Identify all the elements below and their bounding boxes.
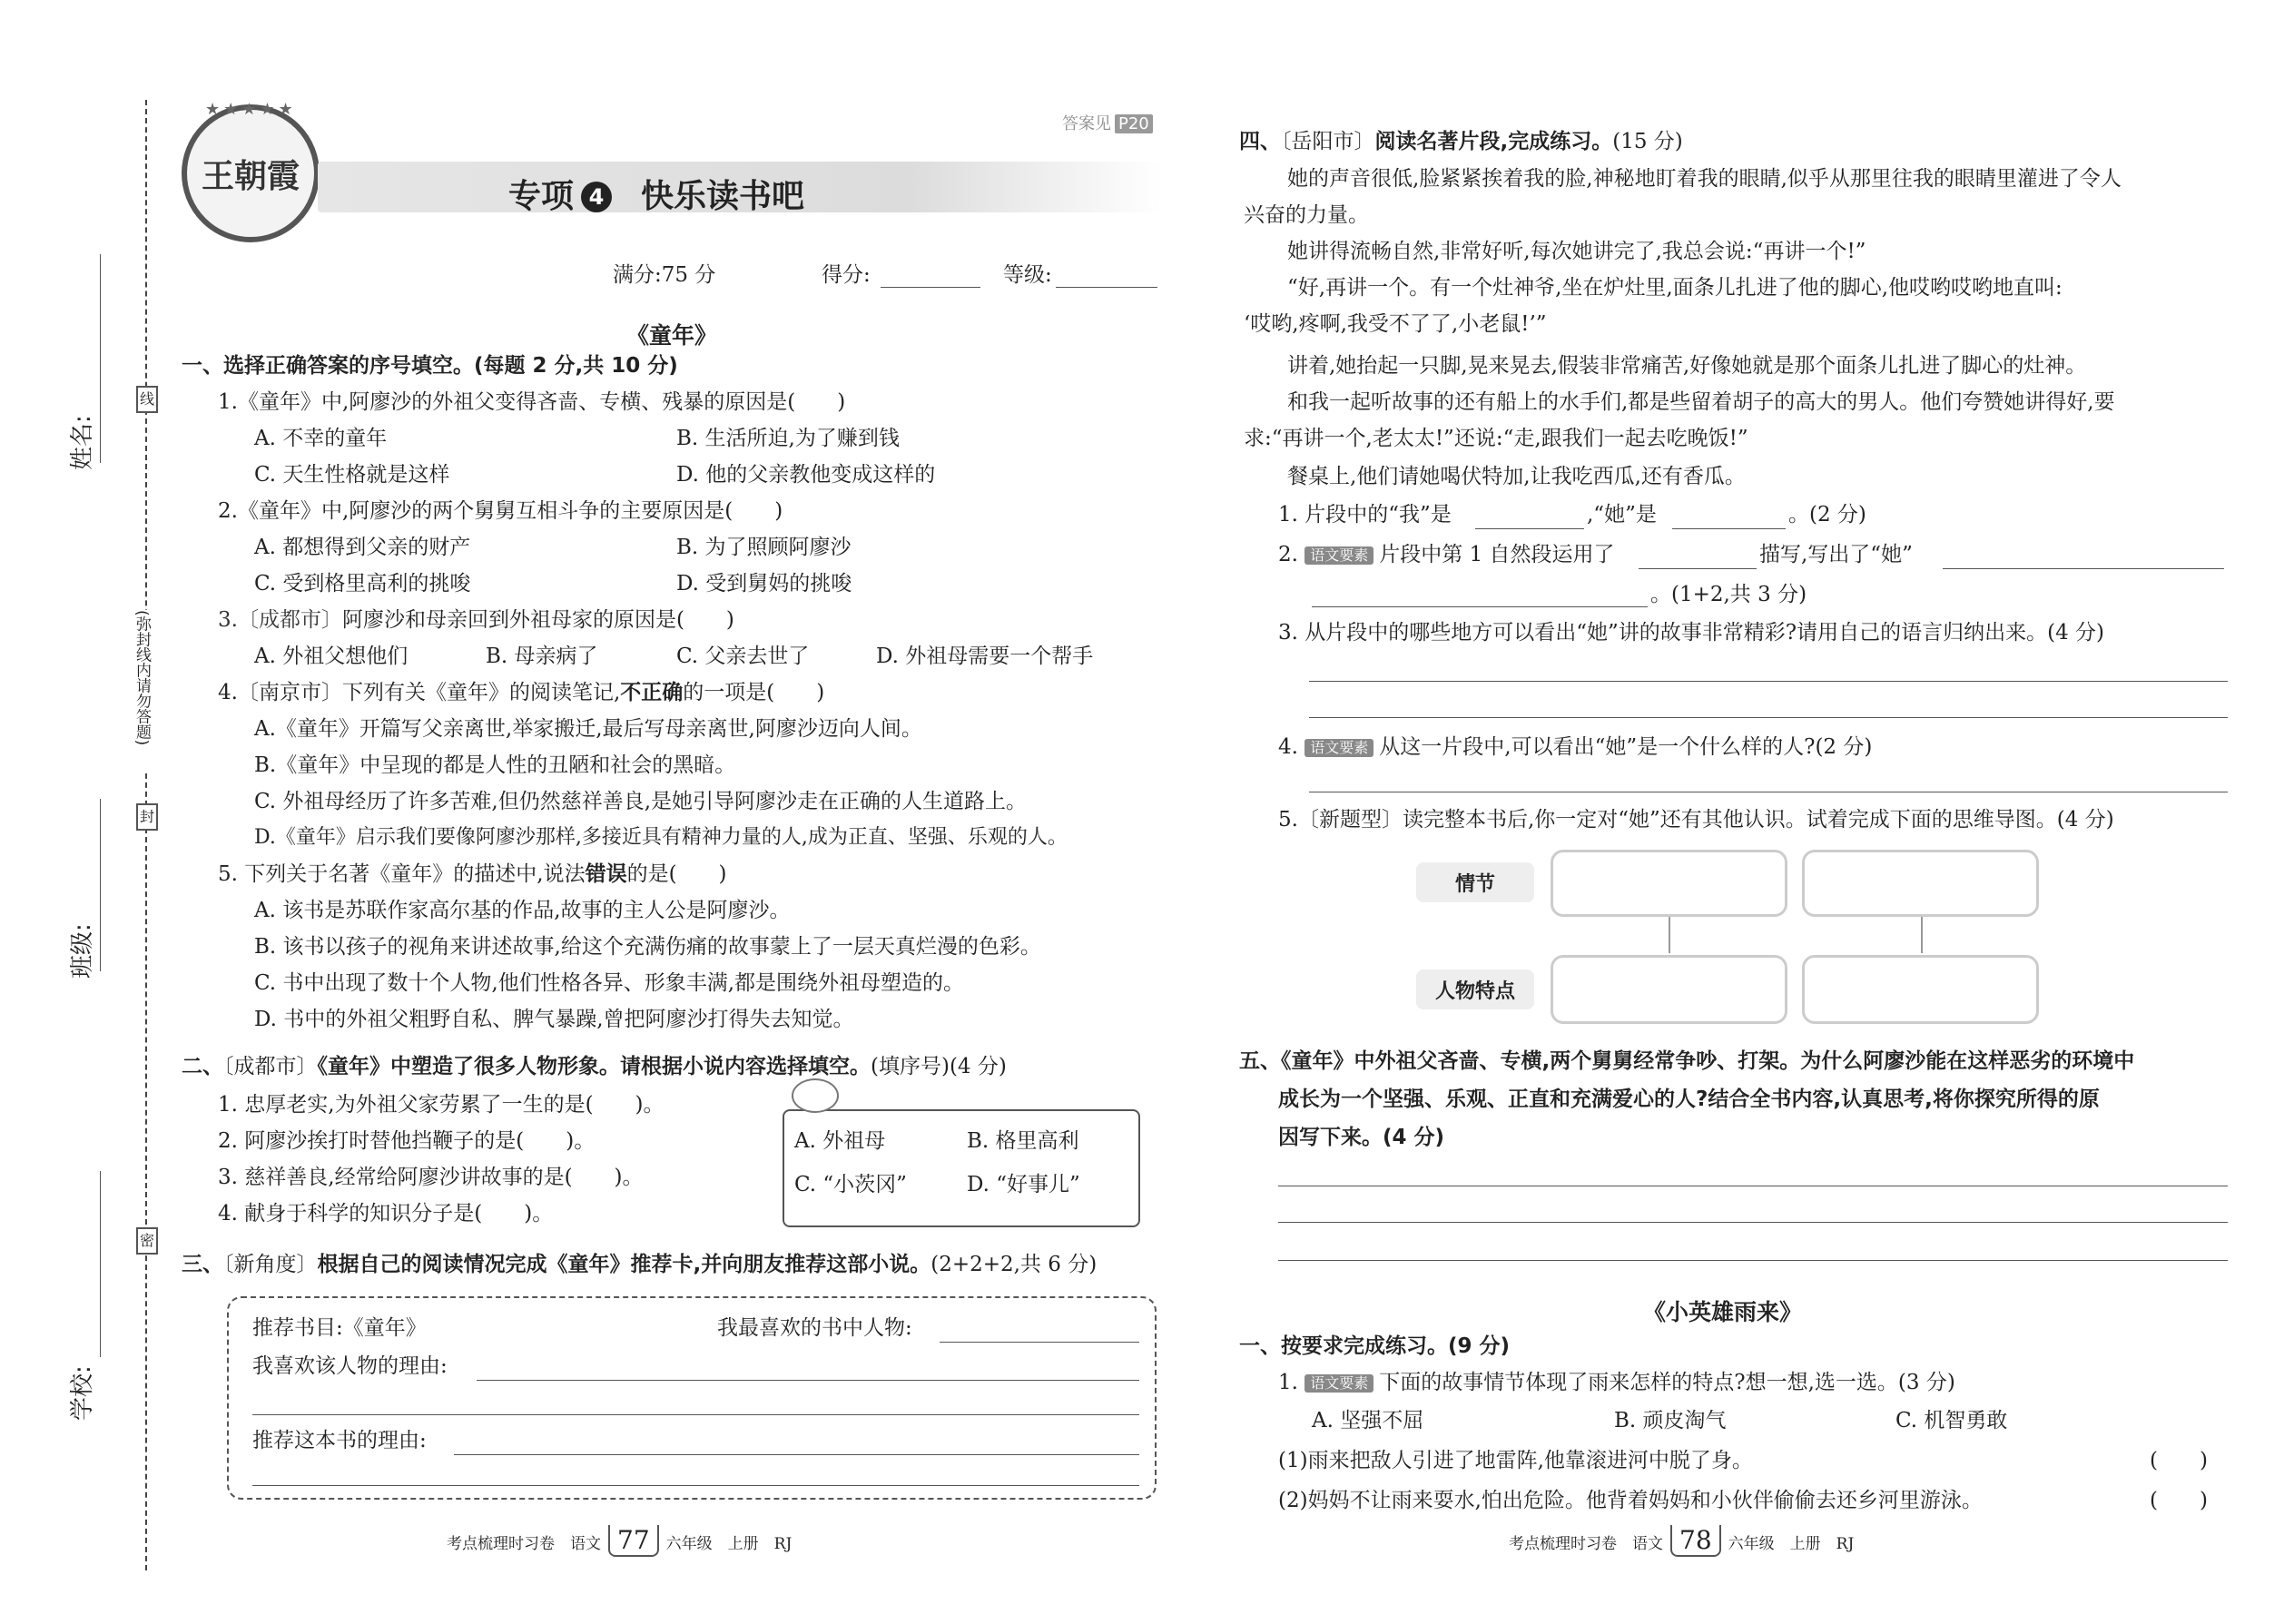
passage-p4: 讲着,她抬起一只脚,晃来晃去,假装非常痛苦,好像她就是那个面条儿扎进了脚心的灶神。 [1287,354,2087,378]
q5-option-a[interactable]: A. 该书是苏联作家高尔基的作品,故事的主人公是阿廖沙。 [254,899,791,922]
q5-end: 的是( ) [626,862,727,886]
passage-p1a: 她的声音很低,脸紧紧挨着我的脸,神秘地盯着我的眼睛,似乎从那里往我的眼睛里灌进了令人 [1287,167,2122,191]
section4-heading [1239,132,1683,153]
b2-option-c[interactable]: C. 机智勇敢 [1895,1409,2008,1432]
s2-q1: 1. 忠厚老实,为外祖父家劳累了一生的是( )。 [218,1093,665,1117]
section5-line3: 因写下来。(4 分) [1278,1126,1445,1149]
b2-item1: (1)雨来把敌人引进了地雷阵,他靠滚进河中脱了身。 [1278,1449,1753,1472]
answer-ref-label: 答案见 [1062,114,1111,133]
card-fav-field[interactable] [940,1342,1139,1343]
book2-section1-heading: 一、按要求完成练习。(9 分) [1239,1334,1511,1358]
s2-option-c[interactable]: C. “小茨冈” [794,1173,907,1196]
name-label: 姓名: [69,415,96,470]
mindmap-trait-box-1[interactable] [1551,955,1787,1024]
title-number: 4 [581,182,612,212]
passage-p1b: 兴奋的力量。 [1244,203,1369,227]
s5-field-3[interactable] [1278,1260,2228,1261]
mindmap-connector-1 [1669,917,1670,953]
r2-field-3[interactable] [1312,606,1648,607]
passage-p5a: 和我一起听故事的还有船上的水手们,都是些留着胡子的高大的男人。他们夸赞她讲得好,要 [1287,390,2115,414]
tag-yuwen-2: 语文要素 [1305,546,1373,565]
q4-option-b[interactable]: B.《童年》中呈现的都是人性的丑陋和社会的黑暗。 [254,753,736,777]
seal-line [145,100,147,1570]
seal-char-2: 封 [136,803,158,831]
r4-text: 从这一片段中,可以看出“她”是一个什么样的人?(2 分) [1379,735,1873,759]
score-label: 得分: [822,263,871,287]
r2-field-1[interactable] [1639,568,1757,569]
q4-city: 4.〔南京市〕 [218,681,342,704]
q2: 2.《童年》中,阿廖沙的两个舅舅互相斗争的主要原因是( ) [218,499,783,523]
page-title [508,171,804,217]
page-number-78: 78 [1670,1525,1721,1557]
r5 [1278,810,2114,831]
s2-num: 二、 [182,1055,223,1078]
s2-option-d[interactable]: D. “好事儿” [967,1173,1080,1196]
mindmap-connector-2 [1921,917,1923,953]
section1-heading: 一、选择正确答案的序号填空。(每题 2 分,共 10 分) [182,354,678,378]
q2-option-b[interactable]: B. 为了照顾阿廖沙 [676,536,852,559]
s2-q3: 3. 慈祥善良,经常给阿廖沙讲故事的是( )。 [218,1166,644,1189]
grade-field[interactable] [1056,287,1157,288]
seal-char-1: 线 [136,386,158,413]
school-label: 学校: [69,1365,96,1421]
class-field[interactable] [100,799,101,971]
b2-item2: (2)妈妈不让雨来耍水,怕出危险。他背着妈妈和小伙伴偷偷去还乡河里游泳。 [1278,1489,1983,1512]
mindmap-trait-box-2[interactable] [1802,955,2039,1024]
book2-title: 《小英雄雨来》 [1643,1299,1803,1325]
title-prefix: 专项 [508,178,575,215]
q4 [218,683,824,704]
passage-p6: 餐桌上,他们请她喝伏特加,让我吃西瓜,还有香瓜。 [1287,465,1746,488]
s2-option-b[interactable]: B. 格里高利 [967,1129,1079,1153]
seal-note-bg [127,610,154,773]
q2-option-a[interactable]: A. 都想得到父亲的财产 [254,536,471,559]
s2-q4: 4. 献身于科学的知识分子是( )。 [218,1202,554,1225]
passage-p5b: 求:“再讲一个,老太太!”还说:“走,跟我们一起去吃晚饭!” [1244,427,1748,450]
r1-field-me[interactable] [1475,528,1584,529]
q4-end: 的一项是( ) [683,681,825,704]
q2-option-c[interactable]: C. 受到格里高利的挑唆 [254,572,471,595]
q1-option-c[interactable]: C. 天生性格就是这样 [254,463,450,487]
s4-num: 四、 [1239,130,1281,153]
seal-note: (弥封线内请勿答题) [133,610,151,746]
footer-grade: 六年级 上册 RJ [665,1535,793,1553]
r1-field-her[interactable] [1672,528,1786,529]
s2-city: 〔成都市〕 [223,1055,318,1078]
footer-subject: 考点梳理时习卷 语文 [447,1535,601,1553]
s3-text: 根据自己的阅读情况完成《童年》推荐卡,并向朋友推荐这部小说。 [317,1253,931,1276]
q5-option-d[interactable]: D. 书中的外祖父粗野自私、脾气暴躁,曾把阿廖沙打得失去知觉。 [254,1008,854,1031]
q4-emphasis: 不正确 [620,681,684,704]
class-label: 班级: [69,923,96,979]
page-number-77: 77 [608,1525,659,1557]
card-reason2-field[interactable] [454,1454,1139,1455]
q1-option-d[interactable]: D. 他的父亲教他变成这样的 [676,463,936,487]
card-reason2-label: 推荐这本书的理由: [252,1429,427,1452]
r5-text: 读完整本书后,你一定对“她”还有其他认识。试着完成下面的思维导图。(4 分) [1402,808,2114,832]
s2-text: 《童年》中塑造了很多人物形象。请根据小说内容选择填空。 [317,1055,871,1078]
q1-option-b[interactable]: B. 生活所迫,为了赚到钱 [676,427,900,450]
score-field[interactable] [881,287,980,288]
r3: 3. 从片段中的哪些地方可以看出“她”讲的故事非常精彩?请用自己的语言归纳出来。(4 分) [1278,621,2104,645]
s2-option-a[interactable]: A. 外祖母 [794,1129,886,1153]
s3-tag: 〔新角度〕 [223,1253,318,1276]
grade-label: 等级: [1003,263,1052,287]
star-icon: ★★★★★ [205,100,297,119]
q5-option-b[interactable]: B. 该书以孩子的视角来讲述故事,给这个充满伤痛的故事蒙上了一层天真烂漫的色彩。 [254,935,1041,959]
tag-yuwen-4: 语文要素 [1305,739,1373,757]
q5-emphasis: 错误 [585,862,627,886]
footer-grade-r: 六年级 上册 RJ [1728,1535,1855,1553]
section5-line1: 五、《童年》中外祖父吝啬、专横,两个舅舅经常争吵、打架。为什么阿廖沙能在这样恶劣的环境中 [1239,1049,2135,1073]
right-footer [1509,1525,1854,1557]
passage-p2: 她讲得流畅自然,非常好听,每次她讲完了,我总会说:“再讲一个!” [1287,240,1866,263]
mindmap-plot-box-1[interactable] [1551,850,1787,917]
options-scroll-box [783,1109,1140,1227]
card-reason1-field[interactable] [477,1380,1139,1381]
cartoon-icon [792,1078,839,1113]
s5-field-2[interactable] [1278,1222,2228,1223]
q1: 1.《童年》中,阿廖沙的外祖父变得吝啬、专横、残暴的原因是( ) [218,390,846,414]
section3-heading [182,1255,1097,1275]
r5-num: 5. [1278,808,1298,832]
mindmap-plot-label: 情节 [1416,862,1534,902]
r2: 2. 语文要素 片段中第 1 自然段运用了 [1278,543,1615,566]
brand-logo [182,104,320,242]
s4-text: 阅读名著片段,完成练习。 [1374,130,1613,153]
logo-text: 王朝霞 [201,156,300,195]
tag-yuwen-b2: 语文要素 [1305,1374,1373,1393]
card-book: 推荐书目:《童年》 [252,1316,427,1340]
r2-field-2[interactable] [1943,568,2224,569]
q1-option-a[interactable]: A. 不幸的童年 [254,427,388,450]
footer-subject-r: 考点梳理时习卷 语文 [1509,1535,1663,1553]
r2-a: 片段中第 1 自然段运用了 [1379,543,1615,566]
q5 [218,864,727,885]
q4-option-d[interactable]: D.《童年》启示我们要像阿廖沙那样,多接近具有精神力量的人,成为正直、坚强、乐观的人。 [254,826,1068,849]
left-footer [447,1525,792,1557]
q5-option-c[interactable]: C. 书中出现了数十个人物,他们性格各异、形象丰满,都是围绕外祖母塑造的。 [254,971,965,995]
card-reason1-label: 我喜欢该人物的理由: [252,1354,448,1378]
book-title: 《童年》 [626,322,718,349]
q3-option-d[interactable]: D. 外祖母需要一个帮手 [876,645,1094,668]
r1-c: 。(2 分) [1788,503,1866,527]
b2-q1: 1. 语文要素 下面的故事情节体现了雨来怎样的特点?想一想,选一选。(3 分) [1278,1371,1955,1394]
mindmap-trait-label: 人物特点 [1416,969,1534,1009]
b2-option-b[interactable]: B. 顽皮淘气 [1614,1409,1727,1432]
s4-city: 〔岳阳市〕 [1281,130,1375,153]
q4-option-c[interactable]: C. 外祖母经历了许多苦难,但仍然慈祥善良,是她引导阿廖沙走在正确的人生道路上。 [254,790,1028,813]
s3-score: (2+2+2,共 6 分) [930,1253,1098,1276]
q4-option-a[interactable]: A.《童年》开篇写父亲离世,举家搬迁,最后写母亲离世,阿廖沙迈向人间。 [254,717,922,741]
q3-text: 阿廖沙和母亲回到外祖母家的原因是( ) [341,608,734,632]
s2-score: (填序号)(4 分) [871,1055,1007,1078]
s4-score: (15 分) [1612,130,1683,153]
q2-option-d[interactable]: D. 受到舅妈的挑唆 [676,572,852,595]
q4-text: 下列有关《童年》的阅读笔记, [341,681,621,704]
b2-option-a[interactable]: A. 坚强不屈 [1312,1409,1424,1432]
passage-p3b: ‘哎哟,疼啊,我受不了了,小老鼠!’” [1244,312,1547,336]
r2-c: 。(1+2,共 3 分) [1650,583,1807,606]
r1-a: 1. 片段中的“我”是 [1278,503,1452,527]
b2-item2-answer[interactable]: ( ) [2150,1489,2208,1512]
r3-field-1[interactable] [1309,681,2228,682]
b2-item1-answer[interactable]: ( ) [2150,1449,2208,1472]
q3-option-b[interactable]: B. 母亲病了 [486,645,598,668]
school-field[interactable] [100,1171,101,1357]
s3-num: 三、 [182,1253,223,1276]
b2-q1-text: 下面的故事情节体现了雨来怎样的特点?想一想,选一选。(3 分) [1379,1371,1955,1394]
q5-text: 5. 下列关于名著《童年》的描述中,说法 [218,862,586,886]
q3-city: 3.〔成都市〕 [218,608,342,632]
section5-line2: 成长为一个坚强、乐观、正直和充满爱心的人?结合全书内容,认真思考,将你探究所得的原 [1278,1088,2100,1111]
full-score: 满分:75 分 [613,263,716,287]
card-reason2-field-2[interactable] [252,1485,1139,1486]
card-reason1-field-2[interactable] [252,1414,1139,1415]
r5-tag: 〔新题型〕 [1297,808,1403,832]
q3-option-c[interactable]: C. 父亲去世了 [676,645,810,668]
q3-option-a[interactable]: A. 外祖父想他们 [254,645,409,668]
mindmap-plot-box-2[interactable] [1802,850,2039,917]
r3-field-2[interactable] [1309,717,2228,718]
title-main: 快乐读书吧 [641,178,805,215]
r4: 4. 语文要素 从这一片段中,可以看出“她”是一个什么样的人?(2 分) [1278,735,1873,759]
r1-b: ,“她”是 [1587,503,1657,527]
seal-char-3: 密 [136,1227,158,1255]
name-field[interactable] [100,254,101,463]
r2-b: 描写,写出了“她” [1759,543,1913,566]
answer-page: P20 [1115,114,1153,133]
passage-p3a: “好,再讲一个。有一个灶神爷,坐在炉灶里,面条儿扎进了他的脚心,他哎哟哎哟地直叫: [1287,276,2063,300]
section2-heading [182,1057,1007,1078]
card-fav-label: 我最喜欢的书中人物: [717,1316,912,1340]
q3 [218,610,734,631]
answer-ref [1062,111,1153,134]
s2-q2: 2. 阿廖沙挨打时替他挡鞭子的是( )。 [218,1129,596,1153]
